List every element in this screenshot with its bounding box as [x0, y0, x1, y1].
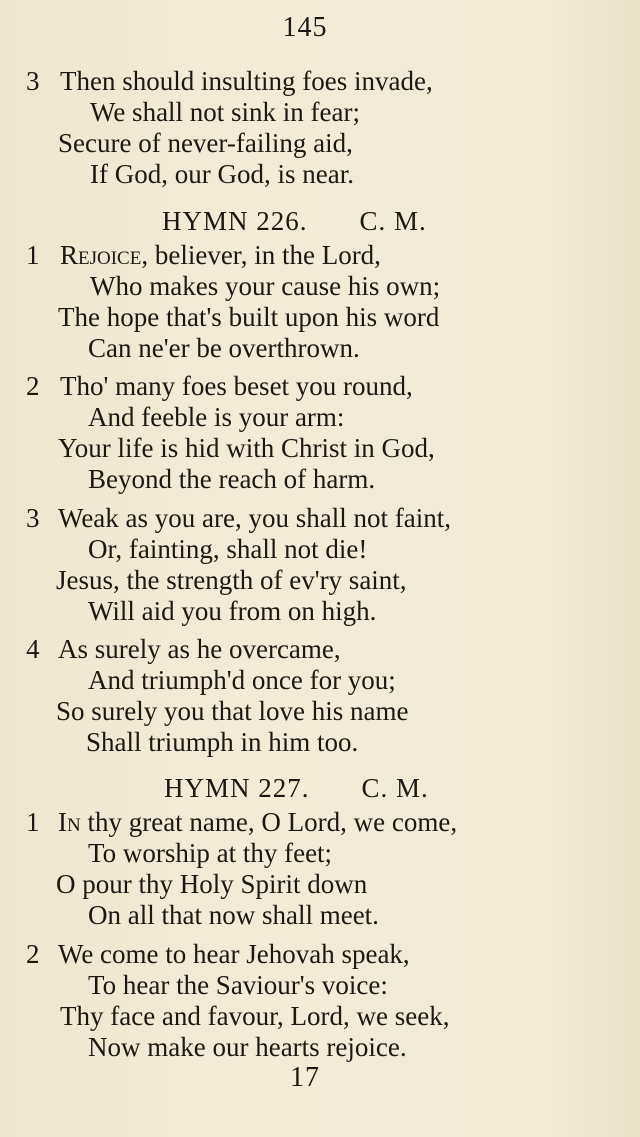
verse-line: And feeble is your arm: [88, 402, 345, 432]
verse-line: Will aid you from on high. [88, 596, 377, 626]
verse-number: 1 [26, 807, 40, 837]
verse-line: Beyond the reach of harm. [88, 464, 376, 494]
verse-number: 3 [26, 503, 40, 533]
verse-line: O pour thy Holy Spirit down [56, 869, 368, 899]
verse-line: Secure of never-failing aid, [58, 128, 353, 158]
verse-line: To worship at thy feet; [88, 838, 333, 868]
verse-line-rest: believer, in the Lord, [148, 240, 381, 270]
verse-line-rest: thy great name, O Lord, we come, [80, 807, 458, 837]
verse-line: Weak as you are, you shall not faint, [58, 503, 451, 533]
verse-line [60, 240, 381, 270]
page-number: 145 [282, 12, 328, 43]
verse-line: As surely as he overcame, [58, 634, 341, 664]
verse-first-word: In [58, 807, 81, 837]
verse-line [58, 807, 457, 837]
verse-line: If God, our God, is near. [90, 159, 354, 189]
verse-line: Shall triumph in him too. [86, 727, 359, 757]
verse-line: Tho' many foes beset you round, [60, 371, 413, 401]
verse-line: To hear the Saviour's voice: [88, 970, 388, 1000]
verse-number: 2 [26, 371, 40, 401]
verse-line: Can ne'er be overthrown. [88, 333, 360, 363]
verse-line: Thy face and favour, Lord, we seek, [60, 1001, 450, 1031]
hymn-meter: C. M. [361, 773, 429, 803]
verse-line: We come to hear Jehovah speak, [58, 939, 410, 969]
verse-line: Jesus, the strength of ev'ry saint, [56, 565, 407, 595]
verse-number: 3 [26, 66, 40, 96]
verse-number: 2 [26, 939, 40, 969]
verse-line: We shall not sink in fear; [90, 97, 361, 127]
hymn-number: HYMN 227. [164, 773, 310, 803]
verse-line: Then should insulting foes invade, [60, 66, 433, 96]
verse-line: Who makes your cause his own; [90, 271, 441, 301]
verse-line: Or, fainting, shall not die! [88, 534, 368, 564]
verse-line: The hope that's built upon his word [58, 302, 440, 332]
verse-line: And triumph'd once for you; [88, 665, 396, 695]
verse-line: On all that now shall meet. [88, 900, 379, 930]
verse-number: 4 [26, 634, 40, 664]
hymn-title [162, 206, 427, 236]
verse-line: So surely you that love his name [56, 696, 409, 726]
hymn-meter: C. M. [359, 206, 427, 236]
verse-first-word: Rejoice, [60, 240, 149, 270]
verse-number: 1 [26, 240, 40, 270]
verse-line: Your life is hid with Christ in God, [58, 433, 435, 463]
verse-line: Now make our hearts rejoice. [88, 1032, 407, 1062]
signature-mark: 17 [290, 1062, 320, 1093]
hymn-title [164, 773, 429, 803]
hymn-number: HYMN 226. [162, 206, 308, 236]
